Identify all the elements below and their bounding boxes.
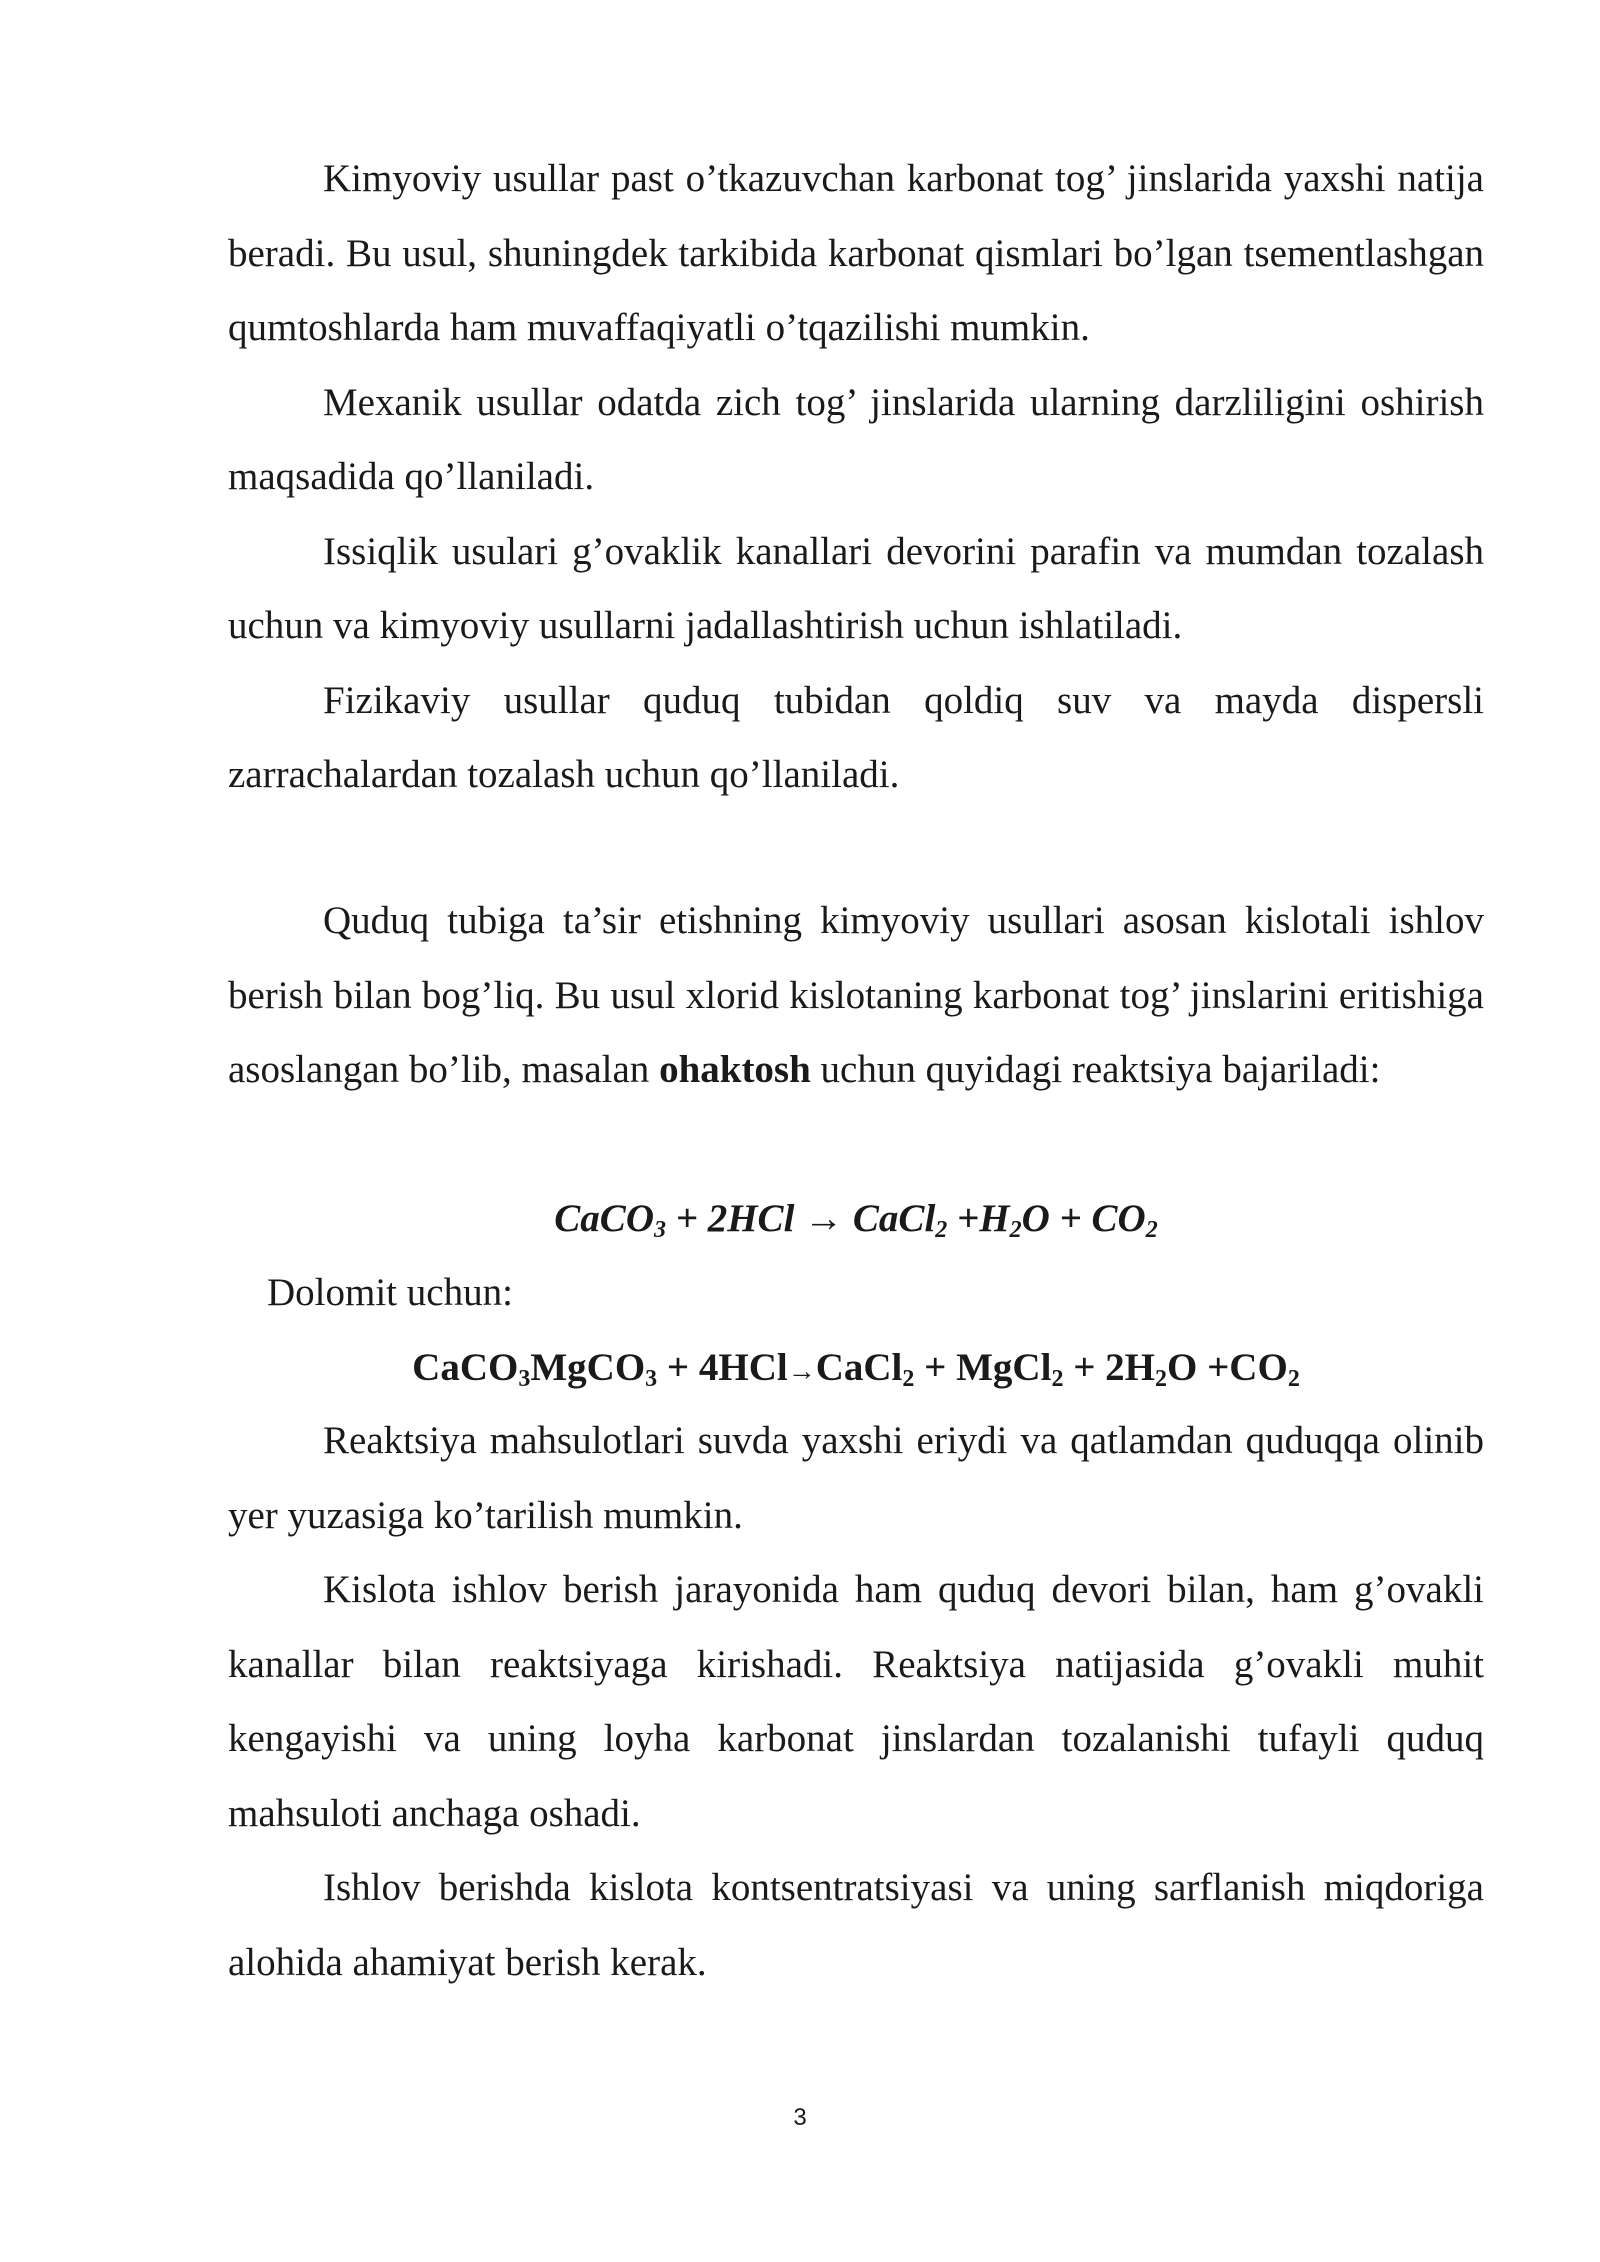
- formula-term: + MgCl: [914, 1346, 1052, 1389]
- formula-subscript: 2: [1051, 1366, 1064, 1392]
- formula-subscript: 2: [935, 1217, 948, 1243]
- reaction-arrow-icon: →: [804, 1197, 844, 1240]
- formula-subscript: 2: [902, 1366, 915, 1392]
- formula-term: CaCl: [815, 1346, 903, 1389]
- formula-term: CaCO: [554, 1197, 654, 1240]
- formula-subscript: 3: [645, 1366, 658, 1392]
- formula-term: + 4HCl: [657, 1346, 788, 1389]
- text-section-acid-treatment: [228, 884, 1484, 1108]
- formula-subscript: 2: [1155, 1366, 1167, 1392]
- formula-subscript: 3: [654, 1217, 666, 1243]
- paragraph-acid-treatment: [228, 884, 1484, 1108]
- formula-term: O + CO: [1021, 1197, 1146, 1240]
- paragraph-text: Quduq tubiga ta’sir etishning kimyoviy usullari asosan kislotali ishlov berish bilan bog’liq. Bu usul xlorid kislotaning karbonat tog’ jinslarini eritishiga asoslangan bo’lib, masalan: [228, 899, 1484, 1091]
- formula-subscript: 3: [518, 1366, 531, 1392]
- paragraph-mechanical-methods: Mexanik usullar odatda zich tog’ jinslarida ularning darzliligini oshirish maqsadida qo’llaniladi.: [228, 380, 1484, 498]
- paragraph-physical-methods: Fizikaviy usullar quduq tubidan qoldiq suv va mayda dispersli zarrachalardan tozalash uchun qo’llaniladi.: [228, 678, 1484, 796]
- paragraph-reaction-products: Reaktsiya mahsulotlari suvda yaxshi eriydi va qatlamdan quduqqa olinib yer yuzasiga ko’tarilish mumkin.: [228, 1419, 1484, 1537]
- formula-term: +H: [947, 1197, 1010, 1240]
- formula-subscript: 2: [1009, 1217, 1022, 1243]
- formula-term: + 2H: [1063, 1346, 1155, 1389]
- formula-term: CaCO: [412, 1346, 519, 1389]
- text-section-results: [228, 1404, 1484, 2000]
- formula-term: + 2HCl: [666, 1197, 805, 1240]
- formula-term: O +CO: [1167, 1346, 1288, 1389]
- formula-dolomite-reaction: [228, 1331, 1484, 1410]
- reaction-arrow-icon: →: [787, 1356, 816, 1387]
- formula-subscript: 2: [1145, 1217, 1158, 1243]
- paragraph-text: uchun quyidagi reaktsiya bajariladi:: [810, 1048, 1381, 1091]
- paragraph-acid-concentration: Ishlov berishda kislota kontsentratsiyasi va uning sarflanish miqdoriga alohida ahamiyat berish kerak.: [228, 1866, 1484, 1984]
- formula-limestone-reaction: [228, 1182, 1484, 1257]
- formula-term: MgCO: [530, 1346, 646, 1389]
- text-section-methods: [228, 142, 1484, 813]
- paragraph-acid-reaction: Kislota ishlov berish jarayonida ham quduq devori bilan, ham g’ovakli kanallar bilan reaktsiyaga kirishadi. Reaktsiya natijasida g’ovakli muhit kengayishi va uning loyha karbonat jinslardan tozalanishi tufayli quduq mahsuloti anchaga oshadi.: [228, 1568, 1484, 1835]
- paragraph-chemical-methods: Kimyoviy usullar past o’tkazuvchan karbonat tog’ jinslarida yaxshi natija beradi. Bu usul, shuningdek tarkibida karbonat qismlari bo’lgan tsementlashgan qumtoshlarda ham muvaffaqiyatli o’tqazilishi mumkin.: [228, 157, 1484, 349]
- formula-term: CaCl: [843, 1197, 936, 1240]
- bold-term-ohaktosh: ohaktosh: [659, 1048, 811, 1091]
- dolomit-label: Dolomit uchun:: [267, 1271, 513, 1314]
- paragraph-thermal-methods: Issiqlik usulari g’ovaklik kanallari devorini parafin va mumdan tozalash uchun va kimyoviy usullarni jadallashtirish uchun ishlatiladi.: [228, 529, 1484, 647]
- page-number: 3: [793, 2104, 807, 2131]
- formula-subscript: 2: [1287, 1366, 1300, 1392]
